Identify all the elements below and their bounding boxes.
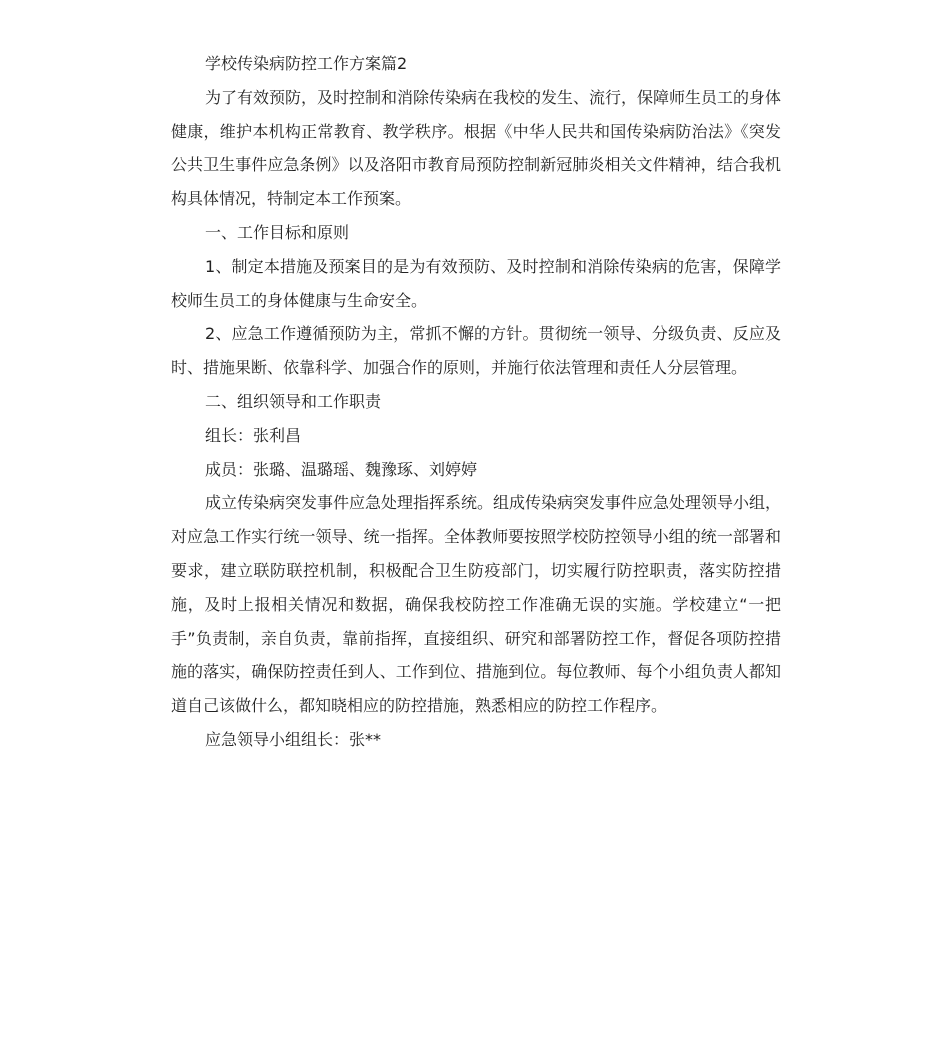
document-title: 学校传染病防控工作方案篇2 [205, 54, 408, 73]
team-members-line: 成员：张璐、温璐瑶、魏豫琢、刘婷婷 [205, 459, 478, 479]
document-body [171, 47, 781, 757]
team-leader-line: 组长：张利昌 [205, 425, 302, 445]
goal-item-1: 1、制定本措施及预案目的是为有效预防、及时控制和消除传染病的危害，保障学校师生员工的身体健康与生命安全。 [171, 256, 781, 310]
intro-paragraph: 为了有效预防，及时控制和消除传染病在我校的发生、流行，保障师生员工的身体健康，维护本机构正常教育、教学秩序。根据《中华人民共和国传染病防治法》《突发公共卫生事件应急条例》以及洛阳市教育局预防控制新冠肺炎相关文件精神，结合我机构具体情况，特制定本工作预案。 [171, 87, 782, 209]
section-heading-goals: 一、工作目标和原则 [205, 222, 350, 242]
goal-item-2: 2、应急工作遵循预防为主，常抓不懈的方针。贯彻统一领导、分级负责、反应及时、措施果断、依靠科学、加强合作的原则，并施行依法管理和责任人分层管理。 [171, 324, 781, 378]
emergency-leader-line: 应急领导小组组长：张** [205, 729, 382, 749]
section-heading-organization: 二、组织领导和工作职责 [205, 391, 382, 411]
command-system-paragraph: 成立传染病突发事件应急处理指挥系统。组成传染病突发事件应急处理领导小组，对应急工作实行统一领导、统一指挥。全体教师要按照学校防控领导小组的统一部署和要求，建立联防联控机制，积极配合卫生防疫部门，切实履行防控职责，落实防控措施，及时上报相关情况和数据，确保我校防控工作准确无误的实施。学校建立“一把手”负责制，亲自负责，靠前指挥，直接组织、研究和部署防控工作，督促各项防控措施的落实，确保防控责任到人、工作到位、措施到位。每位教师、每个小组负责人都知道自己该做什么，都知晓相应的防控措施，熟悉相应的防控工作程序。 [171, 493, 782, 716]
